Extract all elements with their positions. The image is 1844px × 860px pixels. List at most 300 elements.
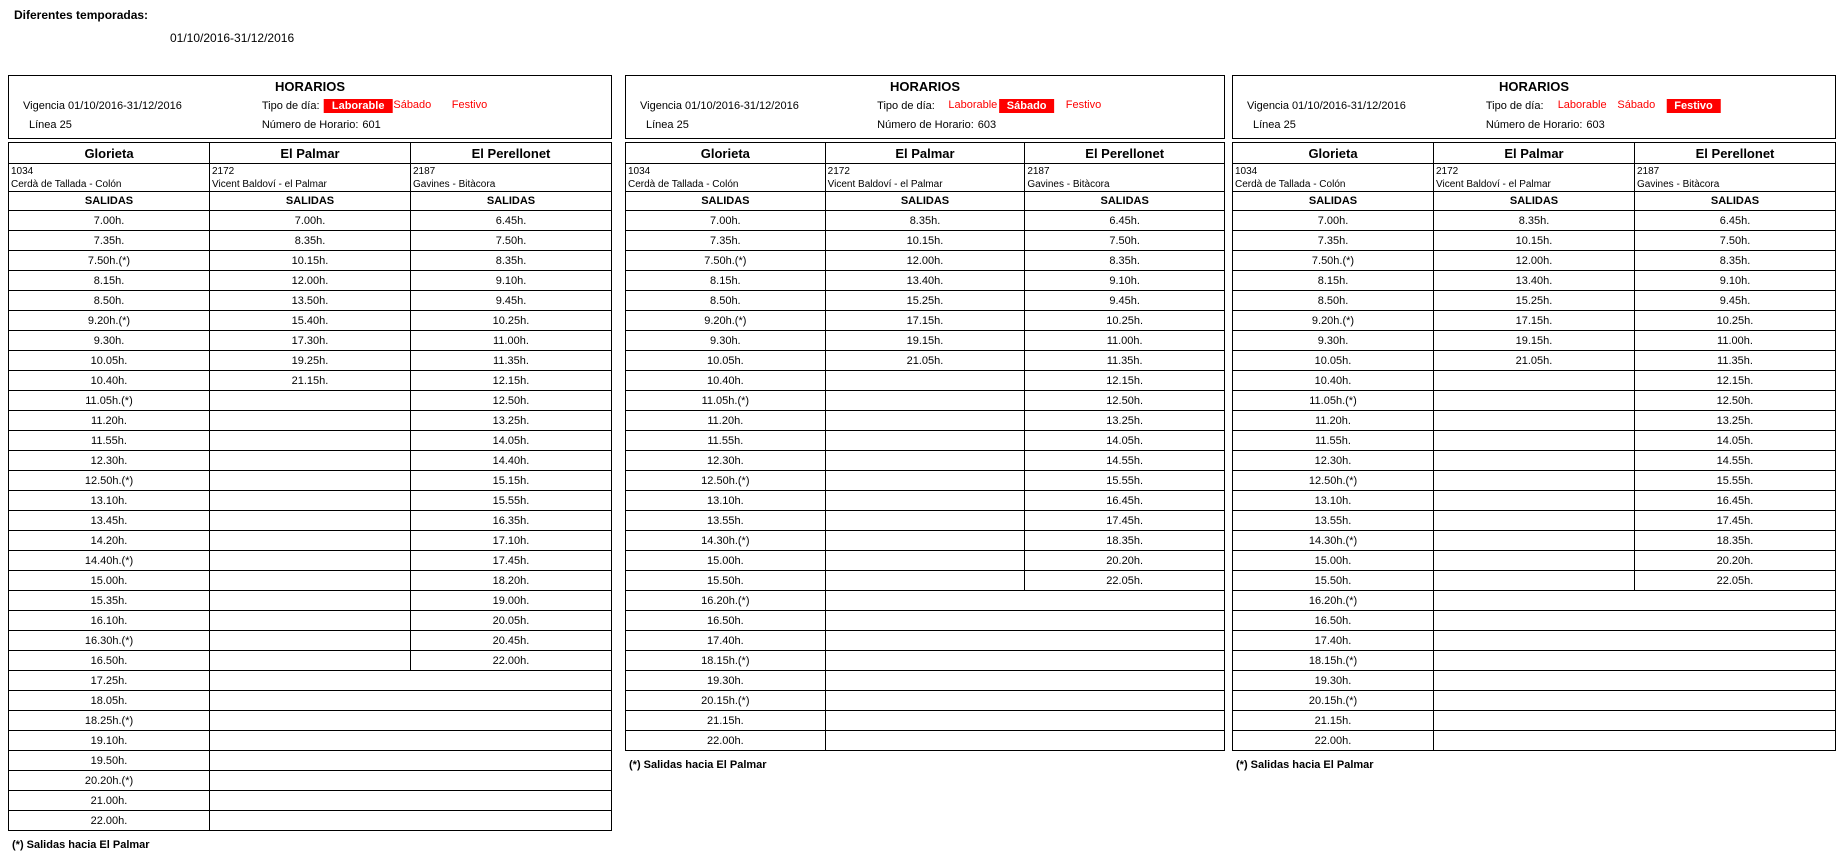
- empty-cell: [825, 591, 1224, 611]
- time-cell-glorieta: 18.15h.(*): [626, 651, 826, 671]
- time-cell-glorieta: 18.25h.(*): [9, 711, 210, 731]
- stop-code: 1034: [1235, 166, 1258, 177]
- table-row: [9, 411, 612, 431]
- time-cell-glorieta: 11.05h.(*): [1233, 391, 1434, 411]
- time-cell-el-perellonet: 11.00h.: [1025, 331, 1225, 351]
- time-cell-glorieta: 9.30h.: [626, 331, 826, 351]
- time-cell-el-perellonet: 7.50h.: [411, 231, 612, 251]
- time-cell-el-palmar: [1434, 511, 1635, 531]
- time-cell-el-palmar: [1434, 411, 1635, 431]
- time-cell-glorieta: 10.40h.: [9, 371, 210, 391]
- time-cell-glorieta: 16.20h.(*): [1233, 591, 1434, 611]
- table-row: [626, 511, 1225, 531]
- salidas-header: SALIDAS: [1434, 192, 1635, 211]
- time-cell-el-palmar: 17.15h.: [825, 311, 1025, 331]
- stop-info-el palmar: [825, 164, 1025, 192]
- table-row: [9, 631, 612, 651]
- time-cell-glorieta: 12.50h.(*): [626, 471, 826, 491]
- time-cell-glorieta: 15.50h.: [626, 571, 826, 591]
- time-cell-glorieta: 9.20h.(*): [1233, 311, 1434, 331]
- time-cell-el-perellonet: 20.20h.: [1635, 551, 1836, 571]
- time-cell-glorieta: 16.20h.(*): [626, 591, 826, 611]
- empty-cell: [1434, 711, 1836, 731]
- time-cell-el-perellonet: 14.40h.: [411, 451, 612, 471]
- table-row: [9, 591, 612, 611]
- time-cell-el-perellonet: 6.45h.: [1025, 211, 1225, 231]
- time-cell-el-palmar: [210, 611, 411, 631]
- time-cell-el-palmar: 21.05h.: [825, 351, 1025, 371]
- time-cell-el-palmar: [210, 491, 411, 511]
- time-cell-glorieta: 9.20h.(*): [626, 311, 826, 331]
- table-row: [1233, 271, 1836, 291]
- time-cell-el-palmar: [825, 511, 1025, 531]
- time-cell-el-perellonet: 9.10h.: [1635, 271, 1836, 291]
- table-row: [1233, 591, 1836, 611]
- table-row: [1233, 331, 1836, 351]
- numero-horario-value: 603: [977, 119, 997, 131]
- tipo-de-dia-label: Tipo de día:: [1485, 100, 1544, 112]
- time-cell-glorieta: 13.10h.: [1233, 491, 1434, 511]
- time-cell-el-palmar: 13.40h.: [825, 271, 1025, 291]
- table-row: [626, 291, 1225, 311]
- time-cell-glorieta: 12.50h.(*): [9, 471, 210, 491]
- linea-row: [1233, 117, 1835, 138]
- time-cell-glorieta: 7.35h.: [626, 231, 826, 251]
- time-cell-el-palmar: [825, 371, 1025, 391]
- table-row: [626, 691, 1225, 711]
- time-cell-el-palmar: [210, 471, 411, 491]
- time-cell-el-perellonet: 12.50h.: [411, 391, 612, 411]
- stop-name: Gavines - Bitàcora: [1027, 179, 1110, 190]
- table-row: [1233, 351, 1836, 371]
- time-cell-el-palmar: [210, 591, 411, 611]
- time-cell-glorieta: 12.50h.(*): [1233, 471, 1434, 491]
- time-cell-glorieta: 8.15h.: [626, 271, 826, 291]
- table-row: [626, 211, 1225, 231]
- time-cell-glorieta: 19.50h.: [9, 751, 210, 771]
- time-cell-el-palmar: [210, 571, 411, 591]
- column-header-row: [626, 143, 1225, 164]
- time-cell-el-palmar: [210, 651, 411, 671]
- time-cell-glorieta: 13.55h.: [1233, 511, 1434, 531]
- table-row: [1233, 611, 1836, 631]
- time-cell-glorieta: 7.00h.: [626, 211, 826, 231]
- time-cell-el-perellonet: 12.50h.: [1025, 391, 1225, 411]
- table-row: [9, 571, 612, 591]
- column-header-el palmar: El Palmar: [1434, 143, 1635, 164]
- time-cell-el-palmar: 19.15h.: [825, 331, 1025, 351]
- time-cell-glorieta: 10.40h.: [1233, 371, 1434, 391]
- empty-cell: [825, 711, 1224, 731]
- empty-cell: [825, 731, 1224, 751]
- time-cell-el-palmar: 10.15h.: [210, 251, 411, 271]
- time-cell-el-perellonet: 17.45h.: [1635, 511, 1836, 531]
- stop-code: 2172: [1436, 166, 1459, 177]
- time-cell-el-palmar: [1434, 431, 1635, 451]
- stop-info-glorieta: [626, 164, 826, 192]
- vigencia-row: [1233, 96, 1835, 117]
- time-cell-el-palmar: [825, 531, 1025, 551]
- table-row: [9, 811, 612, 831]
- empty-cell: [210, 731, 612, 751]
- time-cell-el-palmar: 7.00h.: [210, 211, 411, 231]
- time-cell-el-perellonet: 9.10h.: [1025, 271, 1225, 291]
- stop-info-el perellonet: [1025, 164, 1225, 192]
- stop-code: 2172: [212, 166, 235, 177]
- empty-cell: [825, 671, 1224, 691]
- column-header-row: [9, 143, 612, 164]
- time-cell-el-perellonet: 11.35h.: [1025, 351, 1225, 371]
- table-row: [9, 391, 612, 411]
- stop-code: 2187: [413, 166, 436, 177]
- time-cell-glorieta: 7.50h.(*): [626, 251, 826, 271]
- table-row: [626, 631, 1225, 651]
- time-cell-glorieta: 11.20h.: [1233, 411, 1434, 431]
- numero-horario: [877, 119, 996, 131]
- time-cell-el-perellonet: 18.20h.: [411, 571, 612, 591]
- linea-label: Línea 25: [646, 119, 689, 131]
- time-cell-el-palmar: 12.00h.: [210, 271, 411, 291]
- time-cell-el-perellonet: 14.05h.: [411, 431, 612, 451]
- time-cell-glorieta: 16.10h.: [9, 611, 210, 631]
- time-cell-el-perellonet: 9.45h.: [1025, 291, 1225, 311]
- time-cell-el-palmar: 8.35h.: [825, 211, 1025, 231]
- column-header-el palmar: El Palmar: [210, 143, 411, 164]
- table-row: [9, 611, 612, 631]
- table-row: [9, 731, 612, 751]
- table-row: [1233, 551, 1836, 571]
- time-cell-el-perellonet: 17.10h.: [411, 531, 612, 551]
- salidas-header: SALIDAS: [825, 192, 1025, 211]
- stop-info-row: [1233, 164, 1836, 192]
- table-row: [626, 271, 1225, 291]
- empty-cell: [1434, 631, 1836, 651]
- timetable-grid: [8, 142, 612, 831]
- time-cell-el-perellonet: 22.05h.: [1635, 571, 1836, 591]
- time-cell-glorieta: 11.20h.: [9, 411, 210, 431]
- table-row: [9, 651, 612, 671]
- time-cell-el-perellonet: 13.25h.: [1025, 411, 1225, 431]
- timetable-title: HORARIOS: [889, 79, 961, 94]
- column-header-glorieta: Glorieta: [9, 143, 210, 164]
- time-cell-el-perellonet: 15.55h.: [1635, 471, 1836, 491]
- time-cell-el-perellonet: 8.35h.: [1025, 251, 1225, 271]
- time-cell-glorieta: 15.50h.: [1233, 571, 1434, 591]
- time-cell-el-palmar: 13.40h.: [1434, 271, 1635, 291]
- time-cell-glorieta: 19.30h.: [1233, 671, 1434, 691]
- stop-info-el palmar: [1434, 164, 1635, 192]
- time-cell-el-palmar: 19.15h.: [1434, 331, 1635, 351]
- table-row: [1233, 211, 1836, 231]
- stop-name: Vicent Baldoví - el Palmar: [212, 179, 327, 190]
- empty-cell: [1434, 651, 1836, 671]
- timetable-header: [625, 75, 1225, 139]
- numero-horario-value: 601: [362, 119, 381, 131]
- time-cell-glorieta: 14.40h.(*): [9, 551, 210, 571]
- stop-info-row: [626, 164, 1225, 192]
- numero-horario-label: Número de Horario:: [261, 119, 359, 131]
- time-cell-el-perellonet: 6.45h.: [1635, 211, 1836, 231]
- table-row: [1233, 411, 1836, 431]
- empty-cell: [210, 691, 612, 711]
- table-row: [626, 411, 1225, 431]
- time-cell-glorieta: 12.30h.: [626, 451, 826, 471]
- time-cell-el-perellonet: 16.35h.: [411, 511, 612, 531]
- time-cell-glorieta: 16.50h.: [1233, 611, 1434, 631]
- time-cell-glorieta: 8.50h.: [626, 291, 826, 311]
- table-row: [1233, 471, 1836, 491]
- stop-info-glorieta: [1233, 164, 1434, 192]
- time-cell-el-perellonet: 14.55h.: [1635, 451, 1836, 471]
- table-row: [626, 231, 1225, 251]
- time-cell-el-perellonet: 12.15h.: [411, 371, 612, 391]
- table-row: [1233, 511, 1836, 531]
- time-cell-glorieta: 10.40h.: [626, 371, 826, 391]
- table-row: [626, 431, 1225, 451]
- empty-cell: [825, 631, 1224, 651]
- timetable-festivo: [1232, 75, 1836, 771]
- time-cell-glorieta: 19.10h.: [9, 731, 210, 751]
- stop-info-row: [9, 164, 612, 192]
- time-cell-el-palmar: 19.25h.: [210, 351, 411, 371]
- time-cell-el-perellonet: 11.35h.: [1635, 351, 1836, 371]
- linea-row: [626, 117, 1224, 138]
- numero-horario: [262, 119, 381, 131]
- day-type-tab-laborable[interactable]: Laborable: [1557, 99, 1607, 111]
- empty-cell: [210, 771, 612, 791]
- vigencia-label: Vigencia 01/10/2016-31/12/2016: [1247, 100, 1406, 112]
- time-cell-el-perellonet: 16.45h.: [1025, 491, 1225, 511]
- time-cell-glorieta: 15.00h.: [626, 551, 826, 571]
- time-cell-glorieta: 7.00h.: [1233, 211, 1434, 231]
- table-row: [1233, 431, 1836, 451]
- empty-cell: [825, 691, 1224, 711]
- time-cell-el-palmar: 12.00h.: [1434, 251, 1635, 271]
- column-header-el palmar: El Palmar: [825, 143, 1025, 164]
- time-cell-el-palmar: [210, 391, 411, 411]
- table-row: [9, 751, 612, 771]
- time-cell-glorieta: 22.00h.: [626, 731, 826, 751]
- table-row: [626, 451, 1225, 471]
- salidas-header-row: [626, 192, 1225, 211]
- table-row: [626, 311, 1225, 331]
- time-cell-el-perellonet: 14.05h.: [1025, 431, 1225, 451]
- table-row: [9, 211, 612, 231]
- time-cell-el-palmar: 13.50h.: [210, 291, 411, 311]
- table-row: [9, 451, 612, 471]
- table-row: [626, 731, 1225, 751]
- time-cell-glorieta: 7.35h.: [9, 231, 210, 251]
- time-cell-glorieta: 17.25h.: [9, 671, 210, 691]
- time-cell-el-palmar: [825, 551, 1025, 571]
- time-cell-glorieta: 8.50h.: [1233, 291, 1434, 311]
- day-type-tab-festivo[interactable]: Festivo: [1666, 99, 1721, 113]
- table-row: [626, 671, 1225, 691]
- time-cell-glorieta: 20.20h.(*): [9, 771, 210, 791]
- time-cell-el-perellonet: 15.15h.: [411, 471, 612, 491]
- table-row: [9, 551, 612, 571]
- table-row: [1233, 451, 1836, 471]
- time-cell-el-palmar: [825, 431, 1025, 451]
- stop-info-el palmar: [210, 164, 411, 192]
- time-cell-el-palmar: 10.15h.: [1434, 231, 1635, 251]
- stop-name: Vicent Baldoví - el Palmar: [827, 179, 943, 190]
- time-cell-el-perellonet: 12.50h.: [1635, 391, 1836, 411]
- time-cell-el-perellonet: 14.55h.: [1025, 451, 1225, 471]
- empty-cell: [825, 651, 1224, 671]
- time-cell-glorieta: 11.05h.(*): [9, 391, 210, 411]
- vigencia-label: Vigencia 01/10/2016-31/12/2016: [23, 100, 182, 112]
- salidas-header: SALIDAS: [9, 192, 210, 211]
- time-cell-el-perellonet: 13.25h.: [1635, 411, 1836, 431]
- empty-cell: [210, 811, 612, 831]
- stop-name: Gavines - Bitàcora: [413, 179, 496, 190]
- day-type-tab-laborable[interactable]: Laborable: [948, 99, 998, 111]
- linea-row: [9, 117, 611, 138]
- page-title: Diferentes temporadas:: [14, 8, 149, 22]
- table-row: [626, 571, 1225, 591]
- time-cell-glorieta: 11.55h.: [626, 431, 826, 451]
- table-row: [626, 651, 1225, 671]
- time-cell-el-palmar: [825, 491, 1025, 511]
- table-row: [1233, 251, 1836, 271]
- time-cell-el-perellonet: 20.05h.: [411, 611, 612, 631]
- day-type-tab-sabado[interactable]: Sábado: [999, 99, 1055, 113]
- empty-cell: [1434, 691, 1836, 711]
- time-cell-el-palmar: 17.30h.: [210, 331, 411, 351]
- time-cell-el-palmar: 10.15h.: [825, 231, 1025, 251]
- linea-label: Línea 25: [1253, 119, 1296, 131]
- time-cell-glorieta: 11.55h.: [9, 431, 210, 451]
- time-cell-el-perellonet: 18.35h.: [1635, 531, 1836, 551]
- salidas-header: SALIDAS: [1635, 192, 1836, 211]
- table-row: [9, 271, 612, 291]
- time-cell-el-perellonet: 10.25h.: [1025, 311, 1225, 331]
- numero-horario-label: Número de Horario:: [877, 119, 974, 131]
- column-header-el perellonet: El Perellonet: [1635, 143, 1836, 164]
- day-type-tab-festivo[interactable]: Festivo: [451, 99, 488, 111]
- time-cell-glorieta: 8.50h.: [9, 291, 210, 311]
- time-cell-el-perellonet: 6.45h.: [411, 211, 612, 231]
- time-cell-el-palmar: 12.00h.: [825, 251, 1025, 271]
- day-type-tab-sabado[interactable]: Sábado: [1617, 99, 1656, 111]
- time-cell-glorieta: 8.15h.: [9, 271, 210, 291]
- timetable-header: [8, 75, 612, 139]
- time-cell-glorieta: 11.05h.(*): [626, 391, 826, 411]
- time-cell-glorieta: 16.30h.(*): [9, 631, 210, 651]
- day-type-tab-laborable[interactable]: Laborable: [324, 99, 393, 113]
- time-cell-el-palmar: 8.35h.: [210, 231, 411, 251]
- time-cell-el-perellonet: 15.55h.: [411, 491, 612, 511]
- time-cell-el-perellonet: 22.00h.: [411, 651, 612, 671]
- table-row: [9, 331, 612, 351]
- time-cell-el-palmar: [825, 471, 1025, 491]
- table-row: [1233, 731, 1836, 751]
- tipo-de-dia-label: Tipo de día:: [261, 100, 320, 112]
- time-cell-el-palmar: [1434, 571, 1635, 591]
- empty-cell: [825, 611, 1224, 631]
- time-cell-el-palmar: [210, 551, 411, 571]
- time-cell-glorieta: 8.15h.: [1233, 271, 1434, 291]
- table-row: [9, 511, 612, 531]
- stop-code: 2187: [1637, 166, 1660, 177]
- day-type-tab-sabado[interactable]: Sábado: [393, 99, 432, 111]
- time-cell-el-palmar: 21.15h.: [210, 371, 411, 391]
- table-row: [9, 711, 612, 731]
- time-cell-el-palmar: [1434, 451, 1635, 471]
- table-row: [626, 551, 1225, 571]
- time-cell-el-perellonet: 11.35h.: [411, 351, 612, 371]
- time-cell-glorieta: 14.30h.(*): [1233, 531, 1434, 551]
- time-cell-el-palmar: 15.40h.: [210, 311, 411, 331]
- time-cell-el-perellonet: 11.00h.: [1635, 331, 1836, 351]
- time-cell-el-palmar: [1434, 391, 1635, 411]
- time-cell-glorieta: 18.15h.(*): [1233, 651, 1434, 671]
- time-cell-el-palmar: 8.35h.: [1434, 211, 1635, 231]
- time-cell-el-palmar: [1434, 471, 1635, 491]
- time-cell-glorieta: 14.30h.(*): [626, 531, 826, 551]
- time-cell-el-perellonet: 19.00h.: [411, 591, 612, 611]
- time-cell-el-perellonet: 8.35h.: [1635, 251, 1836, 271]
- table-row: [1233, 571, 1836, 591]
- time-cell-el-perellonet: 7.50h.: [1635, 231, 1836, 251]
- numero-horario-label: Número de Horario:: [1485, 119, 1583, 131]
- day-type-tab-festivo[interactable]: Festivo: [1065, 99, 1102, 111]
- table-row: [1233, 671, 1836, 691]
- table-row: [9, 471, 612, 491]
- footnote: (*) Salidas hacia El Palmar: [629, 759, 767, 771]
- stop-name: Cerdà de Tallada - Colón: [11, 179, 122, 190]
- table-row: [9, 431, 612, 451]
- table-row: [626, 711, 1225, 731]
- table-row: [9, 771, 612, 791]
- table-row: [1233, 231, 1836, 251]
- time-cell-glorieta: 7.50h.(*): [9, 251, 210, 271]
- time-cell-el-perellonet: 22.05h.: [1025, 571, 1225, 591]
- tipo-de-dia-label: Tipo de día:: [877, 100, 935, 112]
- table-row: [1233, 291, 1836, 311]
- salidas-header: SALIDAS: [1025, 192, 1225, 211]
- salidas-header: SALIDAS: [411, 192, 612, 211]
- salidas-header-row: [9, 192, 612, 211]
- time-cell-glorieta: 10.05h.: [626, 351, 826, 371]
- table-row: [1233, 651, 1836, 671]
- time-cell-el-perellonet: 18.35h.: [1025, 531, 1225, 551]
- time-cell-glorieta: 17.40h.: [626, 631, 826, 651]
- time-cell-el-palmar: [825, 391, 1025, 411]
- time-cell-el-perellonet: 9.45h.: [1635, 291, 1836, 311]
- table-row: [9, 491, 612, 511]
- table-row: [626, 251, 1225, 271]
- time-cell-el-perellonet: 11.00h.: [411, 331, 612, 351]
- table-row: [9, 791, 612, 811]
- time-cell-el-perellonet: 20.45h.: [411, 631, 612, 651]
- time-cell-el-palmar: [1434, 491, 1635, 511]
- time-cell-glorieta: 18.05h.: [9, 691, 210, 711]
- table-row: [9, 351, 612, 371]
- time-cell-glorieta: 15.00h.: [9, 571, 210, 591]
- column-header-row: [1233, 143, 1836, 164]
- empty-cell: [1434, 611, 1836, 631]
- time-cell-glorieta: 12.30h.: [9, 451, 210, 471]
- time-cell-el-perellonet: 13.25h.: [411, 411, 612, 431]
- time-cell-el-perellonet: 12.15h.: [1025, 371, 1225, 391]
- salidas-header: SALIDAS: [1233, 192, 1434, 211]
- time-cell-glorieta: 20.15h.(*): [626, 691, 826, 711]
- column-header-el perellonet: El Perellonet: [411, 143, 612, 164]
- time-cell-glorieta: 21.15h.: [626, 711, 826, 731]
- column-header-el perellonet: El Perellonet: [1025, 143, 1225, 164]
